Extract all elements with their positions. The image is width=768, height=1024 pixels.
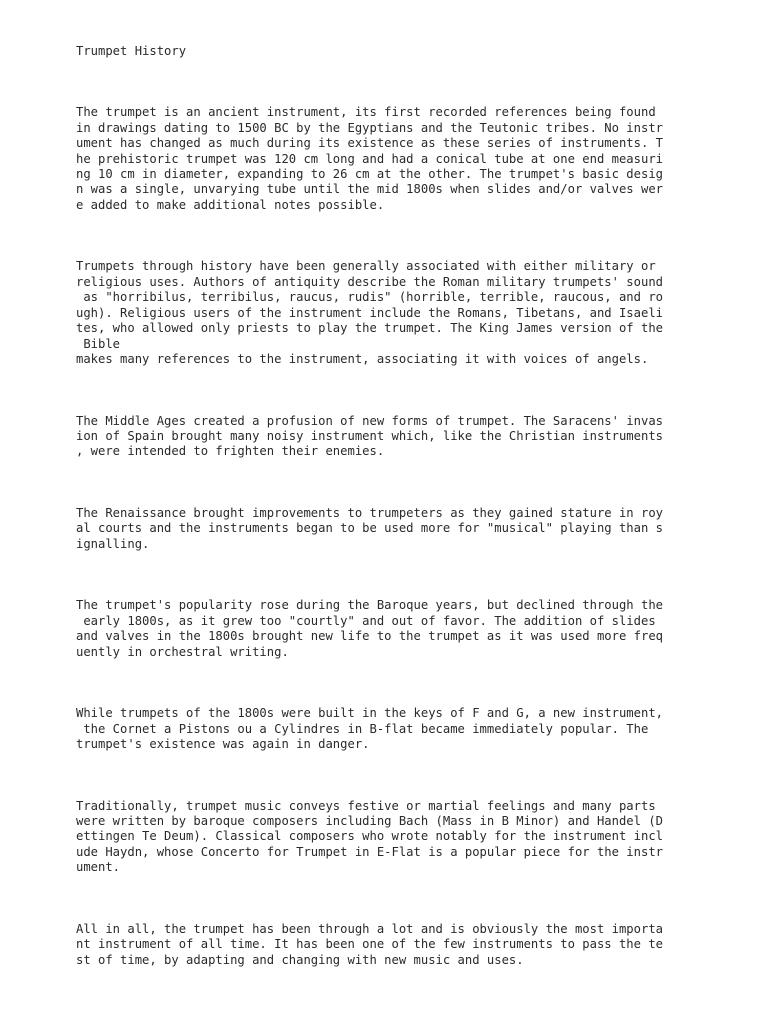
document-page — [76, 13, 696, 999]
paragraph-composers: Traditionally, trumpet music conveys festive or martial feelings and many parts were written by baroque composers including Bach (Mass in B Minor) and Handel (D ettingen Te Deum). Classical composers who wrote notably for the instrument incl ude Haydn, whose Concerto for Trumpet in E-Flat is a popular piece for the instr ument. — [76, 798, 663, 875]
paragraph-renaissance: The Renaissance brought improvements to trumpeters as they gained stature in roy al courts and the instruments began to be used more for "musical" playing than s ignalling. — [76, 505, 663, 551]
paragraph-military-religious: Trumpets through history have been generally associated with either military or religious uses. Authors of antiquity describe the Roman military trumpets' sound as "horribilus, terribilus, raucus, rudis" (horrible, terrible, raucous, and ro ugh). Religious users of the instrument include the Romans, Tibetans, and Isaeli tes, who allowed only priests to play the trumpet. The King James version of the Bible makes many references to the instrument, associating it with voices of angels. — [76, 259, 663, 366]
paragraph-middle-ages: The Middle Ages created a profusion of new forms of trumpet. The Saracens' invas ion of Spain brought many noisy instrument which, like the Christian instruments , were intended to frighten their enemies. — [76, 413, 663, 459]
paragraph-1800s: While trumpets of the 1800s were built in the keys of F and G, a new instrument, the Cornet a Pistons ou a Cylindres in B-flat became immediately popular. The trumpet's existence was again in danger. — [76, 706, 663, 751]
document-title: Trumpet History — [76, 43, 187, 58]
paragraph-origins: The trumpet is an ancient instrument, its first recorded references being found in drawings dating to 1500 BC by the Egyptians and the Teutonic tribes. No instr ument has changed as much during its existence as these series of instruments. T he prehistoric trumpet was 120 cm long and had a conical tube at one end measuri ng 10 cm in diameter, expanding to 26 cm at the other. The trumpet's basic desig n was a single, unvarying tube until the mid 1800s when slides and/or valves wer e added to make additional notes possible. — [76, 105, 663, 212]
paragraph-conclusion: All in all, the trumpet has been through a lot and is obviously the most importa nt instrument of all time. It has been one of the few instruments to pass the te st of time, by adapting and changing with new music and uses. — [76, 921, 663, 967]
paragraph-baroque: The trumpet's popularity rose during the Baroque years, but declined through the early 1800s, as it grew too "courtly" and out of favor. The addition of slides and valves in the 1800s brought new life to the trumpet as it was used more freq uently in orchestral writing. — [76, 598, 663, 659]
